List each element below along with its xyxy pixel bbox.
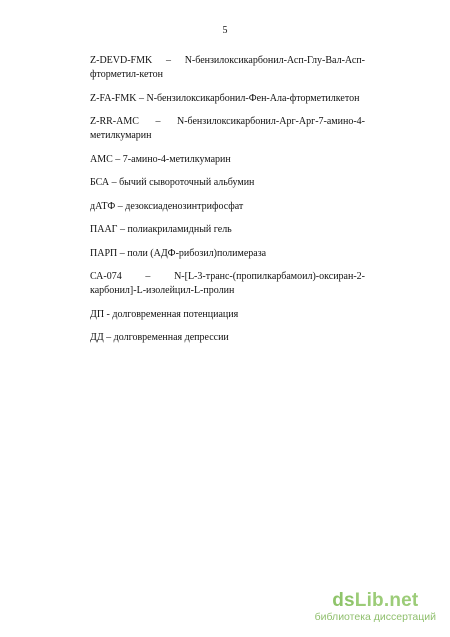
abbreviation-entry: [90, 247, 365, 261]
abbreviation-definition: N-бензилоксикарбонил-Арг-Арг-7-амино-4-метилкумарин: [90, 116, 365, 141]
abbreviation-entry: [90, 176, 365, 190]
abbreviation-term: Z-DEVD-FMK: [90, 55, 153, 66]
abbreviation-term: ДД: [90, 332, 104, 343]
abbreviation-entry: [90, 200, 365, 214]
abbreviation-separator: –: [117, 247, 128, 259]
watermark-subtitle: библиотека диссертаций: [314, 611, 436, 623]
abbreviation-definition: N-бензилоксикарбонил-Асп-Глу-Вал-Асп-фторметил-кетон: [90, 55, 365, 80]
abbreviation-separator: –: [109, 177, 120, 188]
watermark[interactable]: [315, 591, 436, 623]
abbreviation-entry: [90, 153, 365, 167]
abbreviation-definition: долговременная депрессии: [113, 332, 229, 343]
abbreviation-separator: –: [121, 271, 175, 282]
abbreviation-term: Z-RR-AMC: [90, 116, 139, 127]
abbreviation-definition: 7-амино-4-метилкумарин: [122, 153, 231, 165]
watermark-logo-prefix: ds: [332, 590, 355, 611]
abbreviation-term: ДП: [90, 308, 105, 320]
abbreviation-separator: –: [112, 153, 123, 165]
abbreviation-entry: [90, 223, 365, 237]
abbreviation-definition: N-бензилоксикарбонил-Фен-Ала-фторметилкетон: [146, 92, 360, 104]
abbreviation-entry: [90, 270, 365, 298]
abbreviation-term: ПААГ: [90, 224, 118, 235]
abbreviation-entry: [90, 308, 365, 322]
abbreviation-term: ПАРП: [90, 247, 118, 259]
abbreviation-separator: -: [104, 308, 113, 320]
abbreviation-term: БСА: [90, 177, 110, 188]
abbreviation-definition: дезоксиаденозинтрифосфат: [125, 200, 244, 212]
abbreviation-definition: N-[L-3-транс-(пропилкарбамоил)-оксиран-2-карбонил]-L-изолейцил-L-пролин: [90, 271, 365, 296]
abbreviation-separator: –: [136, 92, 147, 104]
abbreviation-definition: полиакриламидный гель: [127, 224, 232, 235]
abbreviation-entry: [90, 54, 365, 82]
abbreviation-separator: –: [152, 55, 185, 66]
abbreviation-definition: бычий сывороточный альбумин: [119, 177, 255, 188]
abbreviation-entry: [90, 331, 365, 345]
abbreviation-entry: [90, 115, 365, 143]
page-number: 5: [222, 25, 228, 36]
abbreviation-separator: –: [103, 332, 114, 343]
watermark-logo[interactable]: [315, 591, 436, 611]
abbreviation-list: [90, 54, 365, 355]
abbreviation-term: АМС: [90, 153, 113, 165]
abbreviation-definition: долговременная потенциация: [112, 308, 239, 320]
abbreviation-term: Z-FA-FMK: [90, 92, 137, 104]
abbreviation-term: СА-074: [90, 271, 122, 282]
abbreviation-entry: [90, 92, 365, 106]
abbreviation-definition: поли (АДФ-рибозил)полимераза: [127, 247, 267, 259]
abbreviation-separator: –: [138, 116, 177, 127]
abbreviation-term: дАТФ: [90, 200, 116, 212]
watermark-logo-main: Lib.net: [354, 590, 419, 611]
abbreviation-separator: –: [115, 200, 126, 212]
abbreviation-separator: –: [117, 224, 128, 235]
